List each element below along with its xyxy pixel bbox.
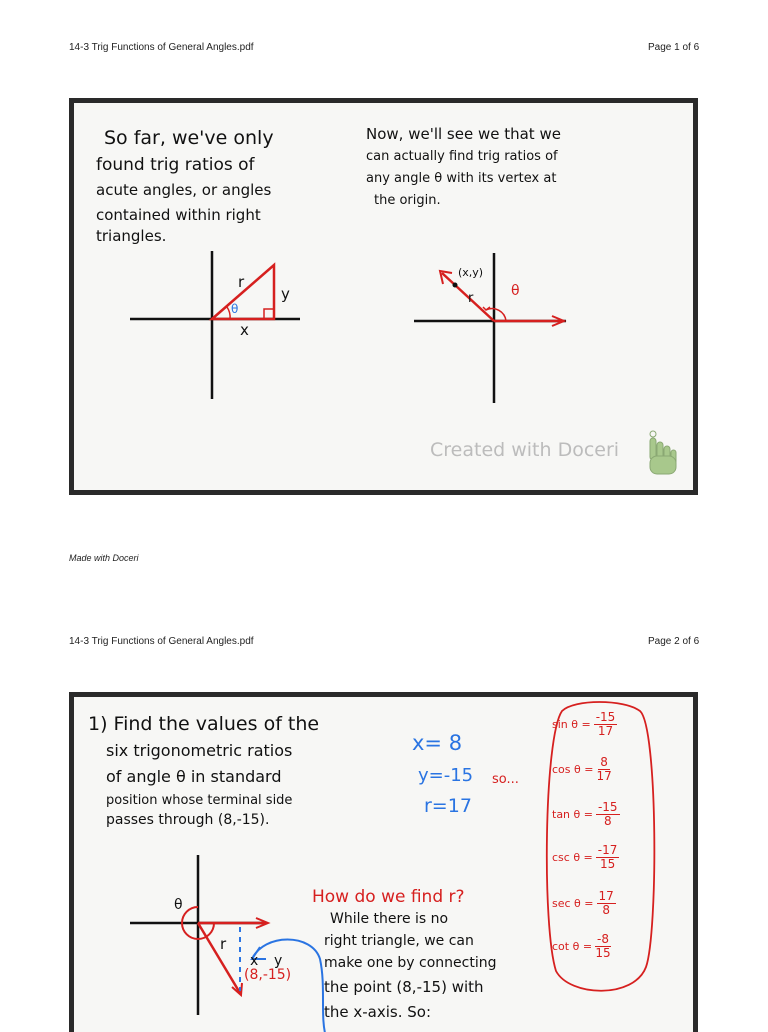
label-r: r [468, 291, 473, 306]
text-line: make one by connecting [324, 955, 496, 971]
text-line: the origin. [374, 193, 441, 208]
page1-slide [69, 98, 698, 495]
label-r: r [220, 935, 226, 953]
ratio-denominator: 17 [598, 725, 613, 738]
label-r: r [238, 273, 244, 291]
page2-file-title: 14-3 Trig Functions of General Angles.pdf [69, 636, 254, 647]
text-line: triangles. [96, 227, 166, 245]
terminal-side-arrow [198, 923, 240, 993]
ratio-numerator: -15 [594, 711, 618, 725]
doceri-watermark: Created with Doceri [430, 439, 619, 461]
label-point: (x,y) [458, 266, 483, 279]
text-line: six trigonometric ratios [106, 741, 292, 760]
page1-page-label: Page 1 of 6 [648, 42, 699, 53]
page2-slide [69, 692, 698, 1032]
label-theta: θ [174, 897, 183, 913]
text-line: passes through (8,-15). [106, 812, 269, 828]
text-line: found trig ratios of [96, 155, 255, 175]
label-x: x [250, 953, 258, 969]
text-line: of angle θ in standard [106, 767, 282, 786]
ratio-denominator: 17 [596, 770, 611, 783]
page1-file-title: 14-3 Trig Functions of General Angles.pdf [69, 42, 254, 53]
text-line: contained within right [96, 206, 261, 224]
given-r: r=17 [424, 795, 472, 817]
ratio-numerator: 8 [598, 756, 610, 770]
label-y: y [274, 953, 282, 969]
text-line: can actually find trig ratios of [366, 149, 558, 164]
label-x: x [240, 321, 249, 339]
label-theta: θ [231, 302, 238, 316]
given-y: y=-15 [418, 765, 473, 786]
label-y: y [281, 285, 290, 303]
text-line: So far, we've only [104, 127, 274, 149]
text-line: the x-axis. So: [324, 1003, 431, 1021]
text-line: any angle θ with its vertex at [366, 171, 556, 186]
ratio-numerator: -8 [595, 933, 611, 947]
ratio-denominator: 8 [604, 815, 612, 828]
ratio-denominator: 15 [595, 947, 610, 960]
text-line: right triangle, we can [324, 933, 474, 949]
ratio-label: cos θ = [552, 763, 593, 776]
ratio-label: sec θ = [552, 897, 594, 910]
label-point: (8,-15) [244, 967, 291, 983]
ratio-label: cot θ = [552, 940, 592, 953]
ratio-denominator: 8 [602, 904, 610, 917]
ratio-label: tan θ = [552, 808, 593, 821]
ratio-numerator: 17 [597, 890, 616, 904]
page1-footer: Made with Doceri [69, 553, 139, 563]
ratio-numerator: -15 [596, 801, 620, 815]
label-theta: θ [511, 283, 520, 299]
page2-angle-diagram [74, 697, 698, 1032]
text-line: 1) Find the values of the [88, 713, 319, 735]
page2-page-label: Page 2 of 6 [648, 636, 699, 647]
connecting-curve [252, 940, 326, 1032]
ratio-numerator: -17 [596, 844, 620, 858]
text-line: the point (8,-15) with [324, 978, 484, 996]
ratio-label: sin θ = [552, 718, 591, 731]
text-line: acute angles, or angles [96, 181, 271, 199]
given-x: x= 8 [412, 731, 462, 755]
text-line: Now, we'll see we that we [366, 125, 561, 143]
text-line: While there is no [330, 911, 448, 927]
question: How do we find r? [312, 887, 465, 907]
text-line: position whose terminal side [106, 793, 292, 808]
ratio-denominator: 15 [600, 858, 615, 871]
hand-icon [74, 103, 698, 495]
ratio-label: csc θ = [552, 851, 593, 864]
so-label: so... [492, 772, 519, 787]
